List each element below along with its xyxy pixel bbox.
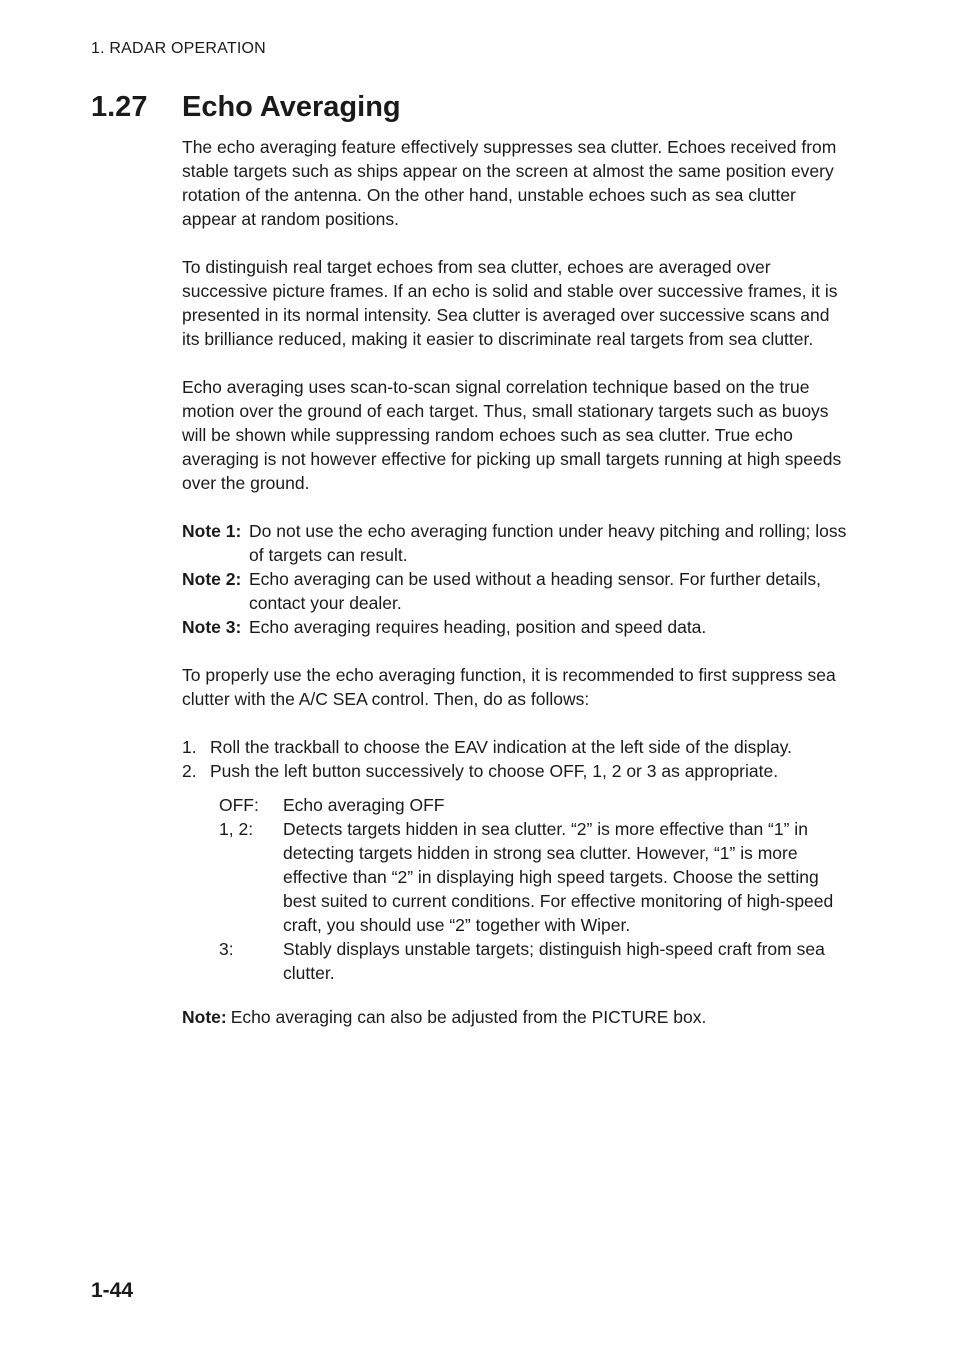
final-note: [182, 1005, 847, 1029]
note-label: Note 3:: [182, 617, 242, 637]
step-text: Roll the trackball to choose the EAV indication at the left side of the display.: [210, 737, 793, 757]
section-number: 1.27: [91, 91, 148, 123]
option-desc: Echo averaging OFF: [283, 795, 445, 815]
section-title: [91, 88, 401, 126]
note-2: [182, 567, 847, 615]
note-1: [182, 519, 847, 567]
paragraph-intro: The echo averaging feature effectively suppresses sea clutter. Echoes received from stable targets such as ships appear on the screen at almost the same position every rotation of the antenna. On the other hand, unstable echoes such as sea clutter appear at random positions.: [182, 137, 837, 229]
option-key: 3:: [219, 939, 234, 959]
body-text: [182, 135, 847, 1029]
step-number: 1.: [182, 737, 197, 757]
final-note-text: Echo averaging can also be adjusted from the PICTURE box.: [230, 1007, 707, 1027]
note-3: [182, 615, 847, 639]
note-text: Echo averaging can be used without a heading sensor. For further details, contact your dealer.: [249, 569, 822, 613]
final-note-label: Note:: [182, 1007, 227, 1027]
paragraph-distinguish: To distinguish real target echoes from sea clutter, echoes are averaged over successive picture frames. If an echo is solid and stable over successive frames, it is presented in its normal intensity. Sea clutter is averaged over successive scans and its brilliance reduced, making it easier to discriminate real targets from sea clutter.: [182, 257, 838, 349]
step-item: [182, 759, 847, 783]
option-off: [219, 793, 847, 817]
option-key: OFF:: [219, 795, 259, 815]
step-text: Push the left button successively to choose OFF, 1, 2 or 3 as appropriate.: [210, 761, 779, 781]
note-label: Note 1:: [182, 521, 242, 541]
option-3: [219, 937, 847, 985]
note-text: Do not use the echo averaging function under heavy pitching and rolling; loss of targets can result.: [249, 521, 847, 565]
note-text: Echo averaging requires heading, position and speed data.: [249, 617, 707, 637]
option-desc: Stably displays unstable targets; distinguish high-speed craft from sea clutter.: [283, 939, 825, 983]
option-1-2: [219, 817, 847, 937]
step-item: [182, 735, 847, 759]
note-label: Note 2:: [182, 569, 242, 589]
running-head: 1. RADAR OPERATION: [91, 40, 266, 57]
notes-block: [182, 519, 847, 639]
paragraph-technique: Echo averaging uses scan-to-scan signal correlation technique based on the true motion over the ground of each target. Thus, small stationary targets such as buoys will be shown while suppressing random echoes such as sea clutter. True echo averaging is not however effective for picking up small targets running at high speeds over the ground.: [182, 377, 842, 493]
procedure-intro: To properly use the echo averaging function, it is recommended to first suppress sea clutter with the A/C SEA control. Then, do as follows:: [182, 665, 836, 709]
procedure-steps: [182, 735, 847, 783]
step-number: 2.: [182, 761, 197, 781]
option-desc: Detects targets hidden in sea clutter. “2” is more effective than “1” in detecting targets hidden in strong sea clutter. However, “1” is more effective than “2” in displaying high speed targets. Choose the setting best suited to current conditions. For effective monitoring of high-speed craft, you should use “2” together with Wiper.: [283, 819, 834, 935]
section-title-text: Echo Averaging: [182, 91, 401, 123]
option-list: [219, 793, 847, 985]
page-number: 1-44: [91, 1279, 134, 1302]
option-key: 1, 2:: [219, 819, 254, 839]
